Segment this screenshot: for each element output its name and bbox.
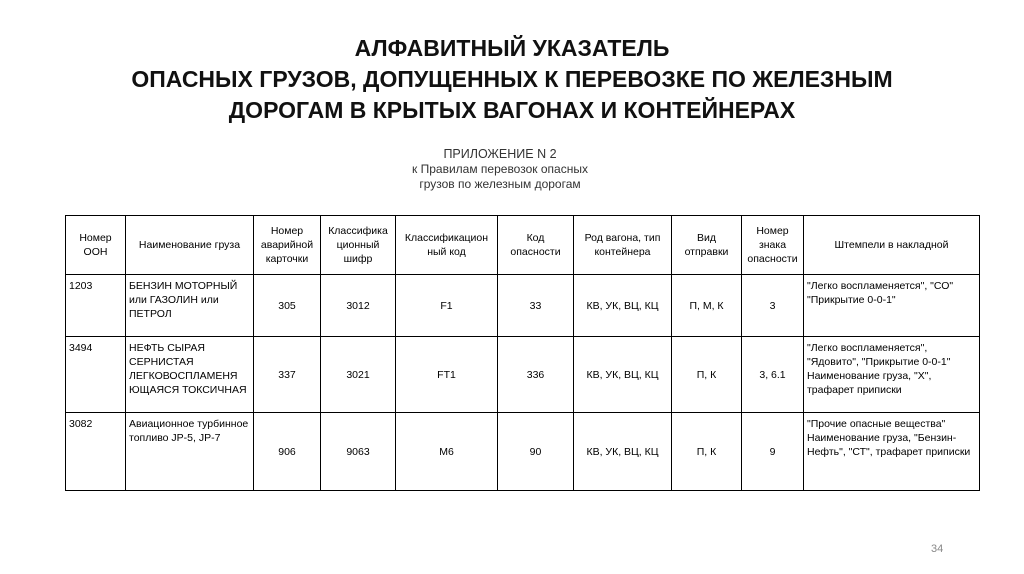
appendix-line-3: грузов по железным дорогам <box>419 177 581 191</box>
cell-shipment-type: П, К <box>672 413 742 491</box>
cell-shipment-type: П, К <box>672 337 742 413</box>
table-row <box>66 275 980 337</box>
document-title <box>0 33 1024 126</box>
cell-wagon-type: КВ, УК, ВЦ, КЦ <box>574 337 672 413</box>
header-classification-cipher: Классифика ционный шифр <box>321 216 396 275</box>
cell-hazard-code: 33 <box>498 275 574 337</box>
title-line-1: АЛФАВИТНЫЙ УКАЗАТЕЛЬ <box>354 35 670 61</box>
cell-classification-cipher: 3021 <box>321 337 396 413</box>
header-shipment-type: Вид отправки <box>672 216 742 275</box>
cell-un-number: 3494 <box>66 337 126 413</box>
hazardous-goods-table <box>65 215 980 491</box>
cell-classification-code: М6 <box>396 413 498 491</box>
title-line-2: ОПАСНЫХ ГРУЗОВ, ДОПУЩЕННЫХ К ПЕРЕВОЗКЕ ПО ЖЕЛЕЗНЫМ <box>131 66 893 92</box>
header-un-number: Номер ООН <box>66 216 126 275</box>
cell-hazard-code: 90 <box>498 413 574 491</box>
cell-classification-code: F1 <box>396 275 498 337</box>
cell-waybill-stamps: "Легко воспламеняется", "СО" "Прикрытие 0-0-1" <box>804 275 980 337</box>
cell-shipment-type: П, М, К <box>672 275 742 337</box>
header-hazard-code: Код опасности <box>498 216 574 275</box>
cell-hazard-sign: 9 <box>742 413 804 491</box>
table-row <box>66 413 980 491</box>
table-header-row <box>66 216 980 275</box>
cell-cargo-name: Авиационное турбинное топливо JP-5, JP-7 <box>126 413 254 491</box>
cell-classification-cipher: 9063 <box>321 413 396 491</box>
cell-emergency-card: 906 <box>254 413 321 491</box>
cell-wagon-type: КВ, УК, ВЦ, КЦ <box>574 275 672 337</box>
cell-waybill-stamps: "Легко воспламеняется", "Ядовито", "Прикрытие 0-0-1" Наименование груза, "Х", трафарет приписки <box>804 337 980 413</box>
cell-hazard-code: 336 <box>498 337 574 413</box>
page-number: 34 <box>931 543 944 555</box>
cell-classification-code: FT1 <box>396 337 498 413</box>
cell-waybill-stamps: "Прочие опасные вещества" Наименование груза, "Бензин-Нефть", "СТ", трафарет приписки <box>804 413 980 491</box>
header-hazard-sign: Номер знака опасности <box>742 216 804 275</box>
cell-emergency-card: 305 <box>254 275 321 337</box>
appendix-line-2: к Правилам перевозок опасных <box>412 162 588 176</box>
header-waybill-stamps: Штемпели в накладной <box>804 216 980 275</box>
header-emergency-card: Номер аварийной карточки <box>254 216 321 275</box>
appendix-note <box>360 147 640 192</box>
cell-cargo-name: НЕФТЬ СЫРАЯ СЕРНИСТАЯ ЛЕГКОВОСПЛАМЕНЯ ЮЩАЯСЯ ТОКСИЧНАЯ <box>126 337 254 413</box>
header-cargo-name: Наименование груза <box>126 216 254 275</box>
cell-un-number: 1203 <box>66 275 126 337</box>
appendix-heading: ПРИЛОЖЕНИЕ N 2 <box>443 147 557 161</box>
table-row <box>66 337 980 413</box>
cell-wagon-type: КВ, УК, ВЦ, КЦ <box>574 413 672 491</box>
cell-hazard-sign: 3 <box>742 275 804 337</box>
cell-emergency-card: 337 <box>254 337 321 413</box>
header-wagon-type: Род вагона, тип контейнера <box>574 216 672 275</box>
cell-cargo-name: БЕНЗИН МОТОРНЫЙ или ГАЗОЛИН или ПЕТРОЛ <box>126 275 254 337</box>
cell-classification-cipher: 3012 <box>321 275 396 337</box>
cell-hazard-sign: 3, 6.1 <box>742 337 804 413</box>
header-classification-code: Классификацион ный код <box>396 216 498 275</box>
title-line-3: ДОРОГАМ В КРЫТЫХ ВАГОНАХ И КОНТЕЙНЕРАХ <box>228 97 796 123</box>
cell-un-number: 3082 <box>66 413 126 491</box>
